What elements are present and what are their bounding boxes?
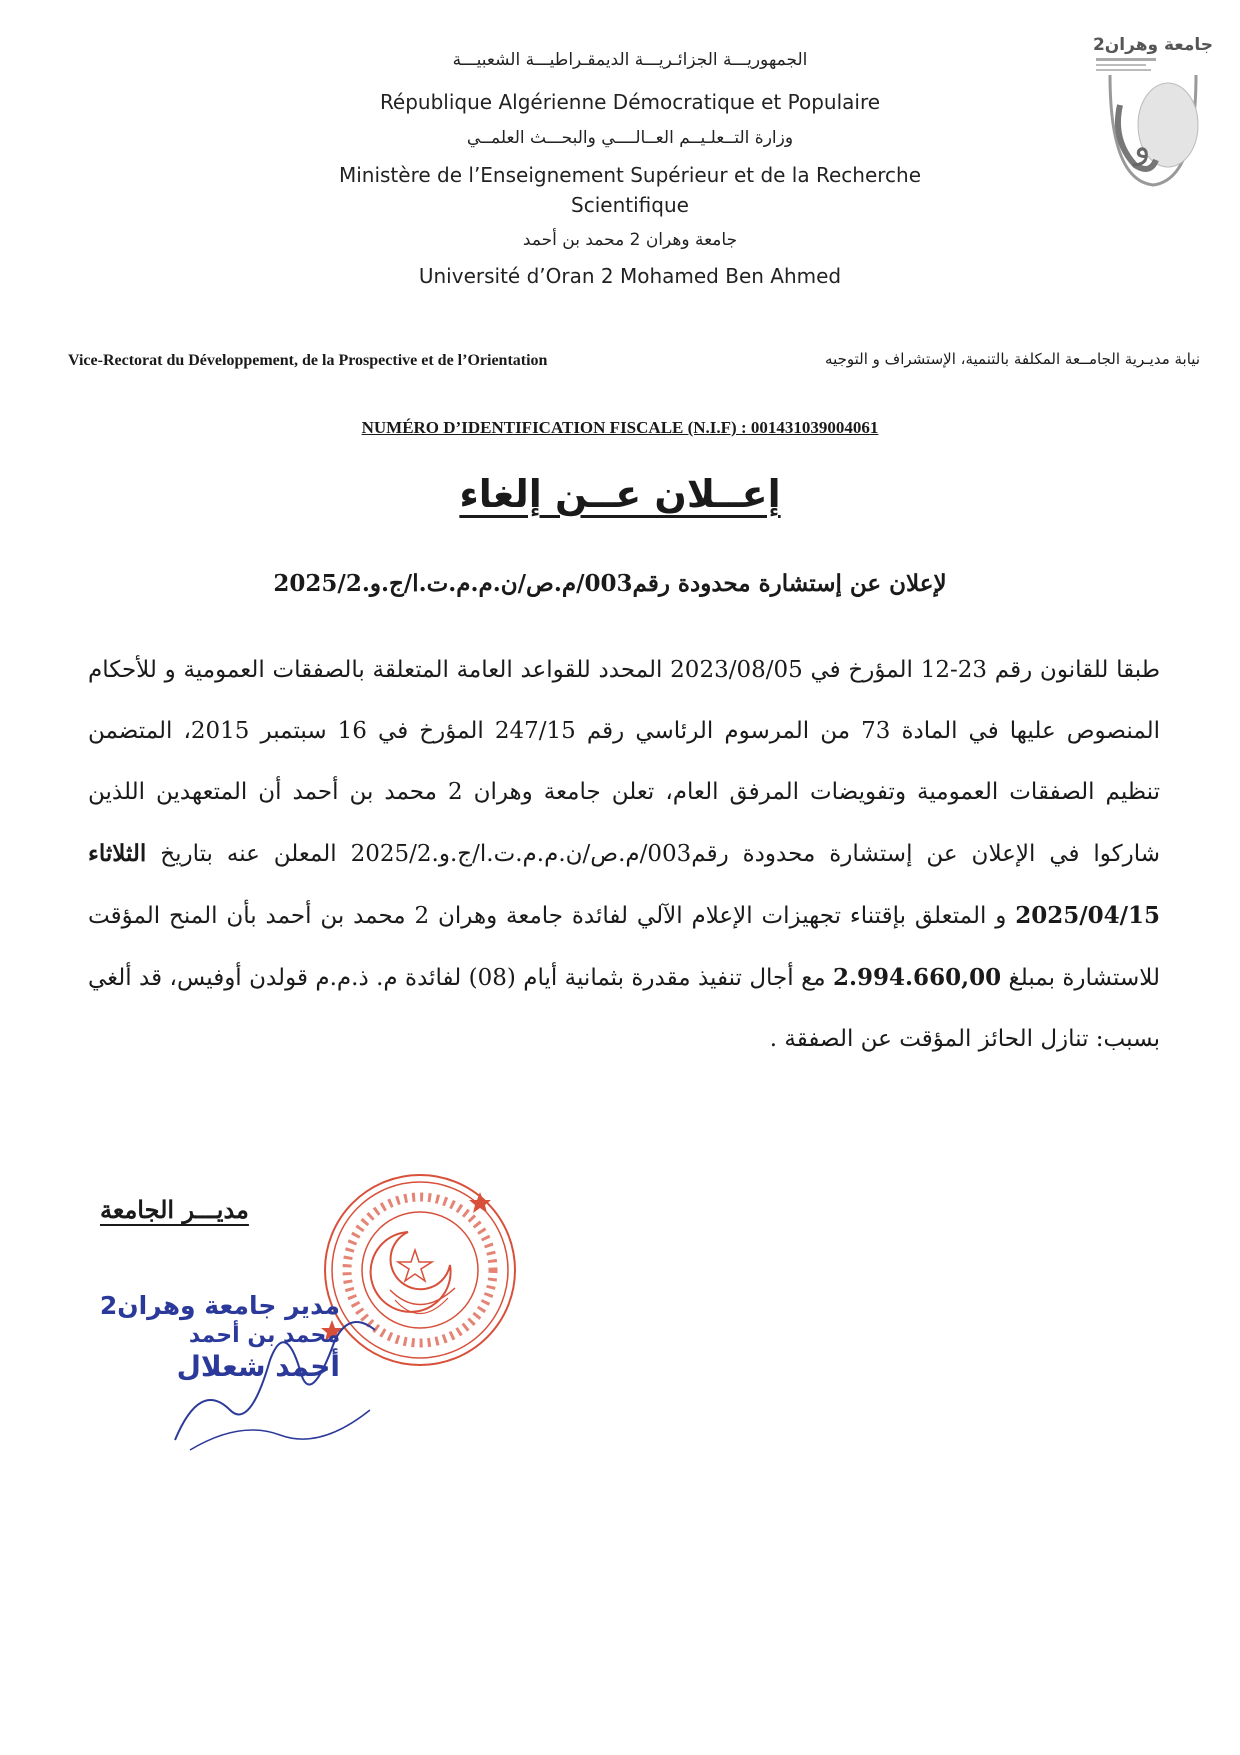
body-part-3: مع أجال تنفيذ مقدرة بثمانية أيام (08) لفائدة م. ذ.م.م قولدن أوفيس، قد ألغي بسبب: تنازل الحائز المؤقت عن الصفقة . bbox=[88, 965, 1160, 1052]
logo-text: جامعة وهران2 bbox=[1092, 35, 1214, 55]
signature-line-1: مدير جامعة وهران2 bbox=[99, 1291, 340, 1320]
page-title bbox=[0, 472, 1240, 516]
body-date: الثلاثاء 2025/04/15 bbox=[88, 840, 1161, 929]
header-republic-ar: الجمهوريـــة الجزائـريـــة الديمقـراطيـــة الشعبيـــة bbox=[452, 50, 808, 70]
university-logo bbox=[1090, 30, 1216, 190]
director-title-text: مديـــر الجامعة bbox=[100, 1195, 249, 1224]
vice-rectorat-ar: نيابة مديـرية الجامــعة المكلفة بالتنمية، الإستشراف و التوجيه bbox=[825, 350, 1200, 368]
announcement-body bbox=[88, 640, 1160, 1070]
signature-block bbox=[50, 1290, 340, 1384]
title-text: إعــلان عــن إلغاء bbox=[459, 472, 781, 516]
director-title bbox=[100, 1195, 249, 1224]
header-ministry-fr: Ministère de l’Enseignement Supérieur et de la Recherche bbox=[338, 163, 922, 187]
header-republic-fr: République Algérienne Démocratique et Populaire bbox=[379, 90, 881, 114]
nif-text: NUMÉRO D’IDENTIFICATION FISCALE (N.I.F) : 001431039004061 bbox=[361, 418, 879, 437]
consultation-reference: لإعلان عن إستشارة محدودة رقم003/م.ص/ن.م.م.ت.ا/ج.و.2025/2 bbox=[273, 570, 947, 597]
header-ministry-fr-2: Scientifique bbox=[571, 193, 689, 217]
body-amount: 2.994.660,00 bbox=[833, 964, 1002, 991]
nif-line bbox=[0, 418, 1240, 438]
body-part-1: طبقا للقانون رقم 23-12 المؤرخ في 2023/08/05 المحدد للقواعد العامة المتعلقة بالصفقات العمومية و للأحكام المنصوص عليها في المادة 73 من المرسوم الرئاسي رقم 247/15 المؤرخ في 16 سبتمبر 2015، المتضمن تنظيم الصفقات العمومية وتفويضات المرفق العام، تعلن جامعة وهران 2 محمد بن أحمد أن المتعهدين اللذين شاركوا في الإعلان عن إستشارة محدودة رقم003/م.ص/ن.م.م.ت.ا/ج.و.2025/2 المعلن عنه بتاريخ bbox=[88, 657, 1161, 867]
header-university-fr: Université d’Oran 2 Mohamed Ben Ahmed bbox=[418, 264, 842, 288]
vice-rectorat-fr: Vice-Rectorat du Développement, de la Prospective et de l’Orientation bbox=[68, 352, 548, 369]
signature-line-2: محمد بن أحمد bbox=[188, 1323, 340, 1348]
body-part-2: و المتعلق بإقتناء تجهيزات الإعلام الآلي لفائدة جامعة وهران 2 محمد بن أحمد بأن المنح المؤقت للاستشارة بمبلغ bbox=[88, 903, 1161, 991]
header-university-ar: جامعة وهران 2 محمد بن أحمد bbox=[522, 230, 738, 250]
header-ministry-ar: وزارة التــعلـيــم العــالــــي والبحـــث العلمــي bbox=[466, 128, 794, 148]
svg-text:و: و bbox=[1134, 127, 1151, 167]
signature-line-3: أحمد شعلال bbox=[176, 1350, 340, 1383]
